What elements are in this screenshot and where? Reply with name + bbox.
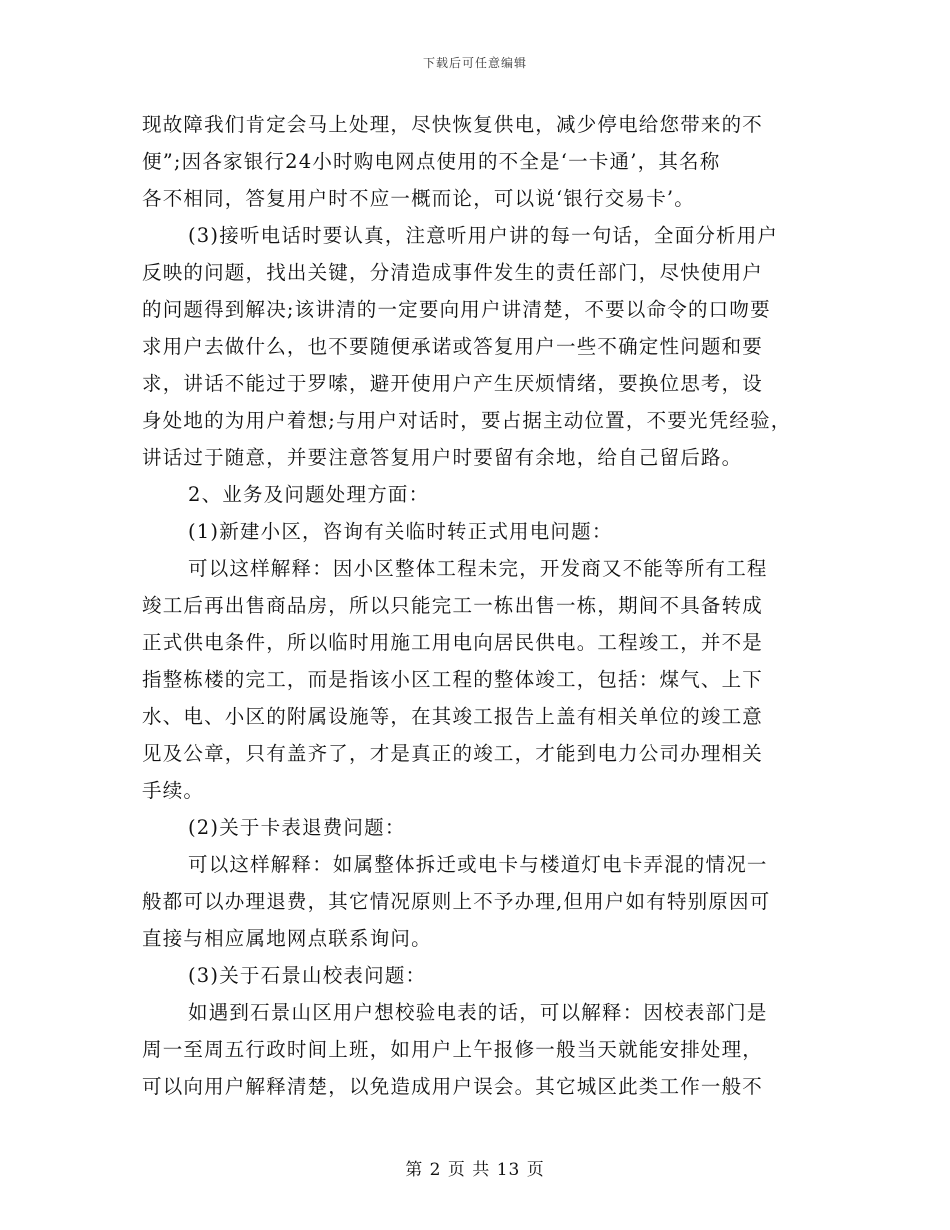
text-line: 可以这样解释：如属整体拆迁或电卡与楼道灯电卡弄混的情况一 bbox=[188, 853, 768, 876]
text-line: 如遇到石景山区用户想校验电表的话，可以解释：因校表部门是 bbox=[188, 1001, 768, 1024]
text-line: (1)新建小区，咨询有关临时转正式用电问题： bbox=[188, 520, 613, 543]
text-line: 竣工后再出售商品房，所以只能完工一栋出售一栋，期间不具备转成 bbox=[142, 594, 764, 617]
text-line: (2)关于卡表退费问题： bbox=[188, 816, 406, 839]
text-line: 身处地的为用户着想;与用户对话时，要占据主动位置，不要光凭经验， bbox=[142, 409, 792, 432]
text-line: 便”;因各家银行24小时购电网点使用的不全是‘一卡通’，其名称 bbox=[142, 150, 721, 173]
text-line: 的问题得到解决;该讲清的一定要向用户讲清楚，不要以命令的口吻要 bbox=[142, 298, 771, 321]
text-line: 可以这样解释：因小区整体工程未完，开发商又不能等所有工程 bbox=[188, 557, 768, 580]
text-line: 可以向用户解释清楚，以免造成用户误会。其它城区此类工作一般不 bbox=[142, 1075, 764, 1098]
text-line: 现故障我们肯定会马上处理，尽快恢复供电，减少停电给您带来的不 bbox=[142, 113, 764, 136]
text-line: 各不相同，答复用户时不应一概而论，可以说‘银行交易卡’。 bbox=[142, 187, 695, 210]
text-line: 求用户去做什么，也不要随便承诺或答复用户一些不确定性问题和要 bbox=[142, 335, 764, 358]
text-line: 周一至周五行政时间上班，如用户上午报修一般当天就能安排处理， bbox=[142, 1038, 764, 1061]
text-line: 见及公章，只有盖齐了，才是真正的竣工，才能到电力公司办理相关 bbox=[142, 742, 764, 765]
text-line: 般都可以办理退费，其它情况原则上不予办理,但用户如有特别原因可 bbox=[142, 890, 771, 913]
text-line: (3)接听电话时要认真，注意听用户讲的每一句话，全面分析用户 bbox=[188, 224, 779, 247]
text-line: 讲话过于随意，并要注意答复用户时要留有余地，给自己留后路。 bbox=[142, 446, 743, 469]
text-line: 水、电、小区的附属设施等，在其竣工报告上盖有相关单位的竣工意 bbox=[142, 705, 764, 728]
text-line: 直接与相应属地网点联系询问。 bbox=[142, 927, 432, 950]
text-line: 反映的问题，找出关键，分清造成事件发生的责任部门，尽快使用户 bbox=[142, 261, 764, 284]
text-line: 正式供电条件，所以临时用施工用电向居民供电。工程竣工，并不是 bbox=[142, 631, 764, 654]
document-body bbox=[142, 106, 812, 1105]
page-header: 下载后可任意编辑 bbox=[422, 56, 527, 70]
page-footer: 第 2 页 共 13 页 bbox=[405, 1160, 545, 1180]
text-line: 2、业务及问题处理方面： bbox=[188, 483, 430, 506]
text-line: (3)关于石景山校表问题： bbox=[188, 964, 427, 987]
text-line: 求，讲话不能过于罗嗦，避开使用户产生厌烦情绪，要换位思考，设 bbox=[142, 372, 764, 395]
text-line: 指整栋楼的完工，而是指该小区工程的整体竣工，包括：煤气、上下 bbox=[142, 668, 764, 691]
text-line: 手续。 bbox=[142, 779, 205, 802]
